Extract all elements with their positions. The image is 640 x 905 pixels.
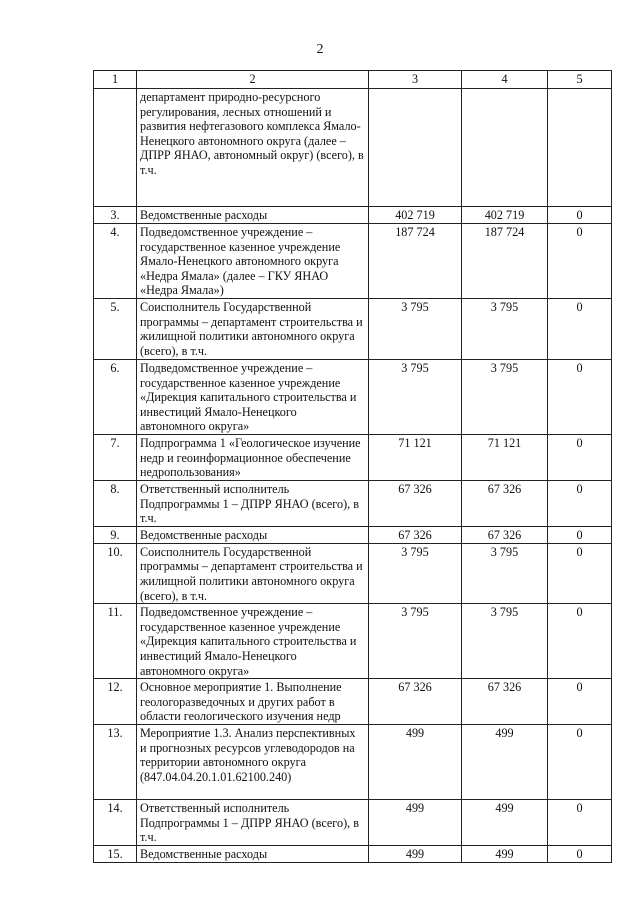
value-col4: 499: [462, 800, 548, 846]
value-col4: 499: [462, 725, 548, 800]
row-number: 6.: [94, 359, 137, 434]
row-name: Ведомственные расходы: [137, 846, 369, 863]
table-row: [94, 725, 612, 800]
value-col5: 0: [548, 298, 612, 359]
row-name: Подведомственное учреждение – государственное казенное учреждение Ямало-Ненецкого автономного округа «Недра Ямала» (далее – ГКУ ЯНАО «Недра Ямала»): [137, 224, 369, 299]
page-number: 2: [316, 42, 324, 57]
value-col3: 3 795: [369, 298, 462, 359]
value-col4: 402 719: [462, 207, 548, 224]
value-col4: 3 795: [462, 359, 548, 434]
value-col4: 187 724: [462, 224, 548, 299]
value-col3: 3 795: [369, 604, 462, 679]
value-col3: 3 795: [369, 543, 462, 603]
value-col5: 0: [548, 224, 612, 299]
header-cell: 1: [94, 71, 137, 89]
row-number: 13.: [94, 725, 137, 800]
value-col4: 3 795: [462, 604, 548, 679]
table-row: [94, 526, 612, 543]
value-col3: 499: [369, 725, 462, 800]
value-col5: 0: [548, 679, 612, 725]
header-cell: 2: [137, 71, 369, 89]
value-col3: 187 724: [369, 224, 462, 299]
value-col5: 0: [548, 604, 612, 679]
table-row: [94, 679, 612, 725]
header-cell: 4: [462, 71, 548, 89]
table-row: [94, 359, 612, 434]
row-name: Подведомственное учреждение – государственное казенное учреждение «Дирекция капитального строительства и инвестиций Ямало-Ненецкого автономного округа»: [137, 604, 369, 679]
value-col3: [369, 89, 462, 207]
row-name: Основное мероприятие 1. Выполнение геологоразведочных и других работ в области геологического изучения недр: [137, 679, 369, 725]
row-number: [94, 89, 137, 207]
value-col3: 499: [369, 800, 462, 846]
row-name: Ответственный исполнитель Подпрограммы 1 – ДПРР ЯНАО (всего), в т.ч.: [137, 480, 369, 526]
table-row: [94, 434, 612, 480]
row-name: Ведомственные расходы: [137, 526, 369, 543]
value-col5: 0: [548, 434, 612, 480]
value-col5: 0: [548, 800, 612, 846]
value-col4: [462, 89, 548, 207]
value-col5: 0: [548, 846, 612, 863]
row-name: Соисполнитель Государственной программы – департамент строительства и жилищной политики автономного округа (всего), в т.ч.: [137, 298, 369, 359]
value-col5: 0: [548, 526, 612, 543]
value-col3: 402 719: [369, 207, 462, 224]
value-col4: 67 326: [462, 480, 548, 526]
value-col3: 499: [369, 846, 462, 863]
table-row: [94, 207, 612, 224]
row-number: 7.: [94, 434, 137, 480]
row-name: Соисполнитель Государственной программы – департамент строительства и жилищной политики автономного округа (всего), в т.ч.: [137, 543, 369, 603]
value-col5: [548, 89, 612, 207]
row-name: Мероприятие 1.3. Анализ перспективных и прогнозных ресурсов углеводородов на территории автономного округа (847.04.04.20.1.01.62100.240): [137, 725, 369, 800]
row-name: Ответственный исполнитель Подпрограммы 1 – ДПРР ЯНАО (всего), в т.ч.: [137, 800, 369, 846]
row-name: Ведомственные расходы: [137, 207, 369, 224]
value-col4: 3 795: [462, 543, 548, 603]
row-number: 12.: [94, 679, 137, 725]
value-col3: 67 326: [369, 480, 462, 526]
value-col5: 0: [548, 543, 612, 603]
value-col3: 71 121: [369, 434, 462, 480]
table-row: [94, 543, 612, 603]
value-col4: 3 795: [462, 298, 548, 359]
value-col3: 67 326: [369, 679, 462, 725]
row-number: 10.: [94, 543, 137, 603]
value-col5: 0: [548, 725, 612, 800]
table-row: [94, 89, 612, 207]
table-row: [94, 800, 612, 846]
value-col4: 499: [462, 846, 548, 863]
value-col3: 3 795: [369, 359, 462, 434]
row-number: 11.: [94, 604, 137, 679]
table-row: [94, 604, 612, 679]
value-col5: 0: [548, 480, 612, 526]
row-number: 4.: [94, 224, 137, 299]
value-col4: 71 121: [462, 434, 548, 480]
value-col4: 67 326: [462, 526, 548, 543]
table-row: [94, 224, 612, 299]
row-name: департамент природно-ресурсного регулирования, лесных отношений и развития нефтегазового комплекса Ямало-Ненецкого автономного округа (далее – ДПРР ЯНАО, автономный округ) (всего), в т.ч.: [137, 89, 369, 207]
row-number: 3.: [94, 207, 137, 224]
table-row: [94, 298, 612, 359]
table-header-row: [94, 71, 612, 89]
row-number: 14.: [94, 800, 137, 846]
table-row: [94, 846, 612, 863]
value-col4: 67 326: [462, 679, 548, 725]
row-number: 8.: [94, 480, 137, 526]
value-col3: 67 326: [369, 526, 462, 543]
budget-table: [93, 70, 612, 863]
row-number: 9.: [94, 526, 137, 543]
value-col5: 0: [548, 359, 612, 434]
table-row: [94, 480, 612, 526]
value-col5: 0: [548, 207, 612, 224]
header-cell: 3: [369, 71, 462, 89]
row-name: Подведомственное учреждение – государственное казенное учреждение «Дирекция капитального строительства и инвестиций Ямало-Ненецкого автономного округа»: [137, 359, 369, 434]
row-number: 15.: [94, 846, 137, 863]
row-name: Подпрограмма 1 «Геологическое изучение недр и геоинформационное обеспечение недропользования»: [137, 434, 369, 480]
header-cell: 5: [548, 71, 612, 89]
row-number: 5.: [94, 298, 137, 359]
